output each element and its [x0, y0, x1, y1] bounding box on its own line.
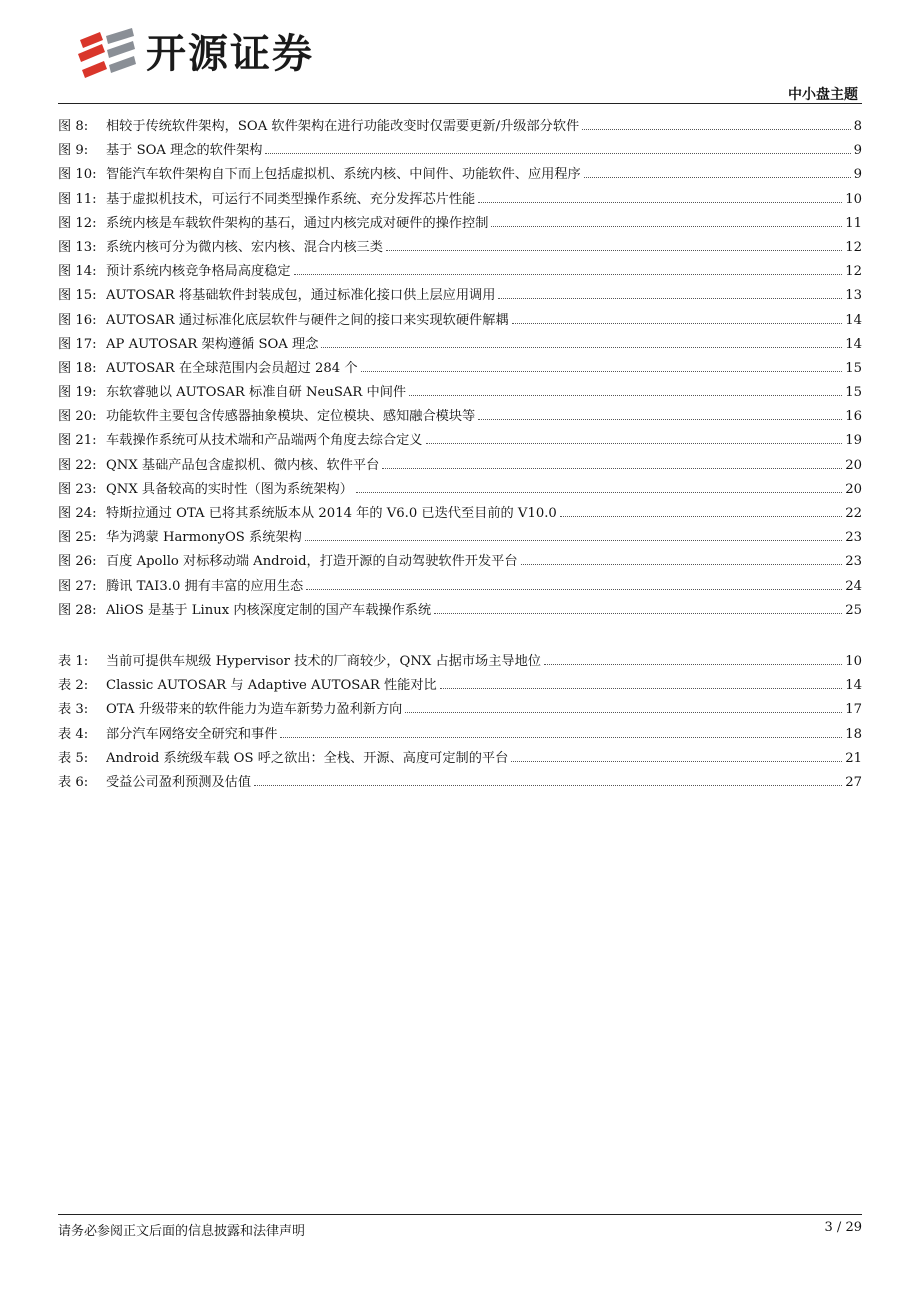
toc-figure-entry[interactable]	[58, 236, 862, 260]
toc-table-entry[interactable]	[58, 650, 862, 674]
toc-entry-title: QNX 基础产品包含虚拟机、微内核、软件平台	[106, 457, 380, 473]
toc-entry-number: 表 2:	[58, 678, 89, 694]
toc-entry-title: QNX 具备较高的实时性（图为系统架构）	[106, 481, 353, 497]
page-number: 3 / 29	[824, 1220, 862, 1235]
toc-entry-title: Classic AUTOSAR 与 Adaptive AUTOSAR 性能对比	[106, 678, 437, 694]
toc-figure-entry[interactable]	[58, 575, 862, 599]
toc-leader-dots	[478, 419, 842, 420]
toc-entry-page: 20	[845, 457, 862, 473]
toc-figure-entry[interactable]	[58, 405, 862, 429]
toc-figure-entry[interactable]	[58, 212, 862, 236]
toc-entry-title: 受益公司盈利预测及估值	[106, 774, 252, 790]
toc-entry-page: 12	[845, 239, 862, 255]
header-rule	[58, 103, 862, 104]
toc-entry-number: 图 10:	[58, 167, 97, 183]
toc-entry-page: 19	[845, 433, 862, 449]
toc-table-entry[interactable]	[58, 723, 862, 747]
toc-entry-number: 图 13:	[58, 239, 97, 255]
toc-entry-number: 图 26:	[58, 554, 97, 570]
toc-entry-title: 车载操作系统可从技术端和产品端两个角度去综合定义	[106, 433, 423, 449]
tables-toc	[58, 650, 862, 795]
toc-leader-dots	[382, 468, 842, 469]
toc-leader-dots	[512, 323, 843, 324]
toc-entry-page: 17	[845, 702, 862, 718]
toc-leader-dots	[511, 761, 842, 762]
toc-figure-entry[interactable]	[58, 309, 862, 333]
toc-leader-dots	[560, 516, 842, 517]
toc-entry-page: 14	[845, 678, 862, 694]
toc-figure-entry[interactable]	[58, 381, 862, 405]
toc-entry-page: 23	[845, 530, 862, 546]
toc-entry-number: 图 19:	[58, 385, 97, 401]
toc-entry-number: 表 6:	[58, 774, 89, 790]
toc-entry-page: 15	[845, 360, 862, 376]
toc-leader-dots	[584, 177, 851, 178]
page-header	[0, 0, 920, 108]
toc-entry-title: 基于 SOA 理念的软件架构	[106, 143, 263, 159]
toc-entry-page: 9	[853, 143, 862, 159]
toc-entry-number: 图 18:	[58, 360, 97, 376]
kaiyuan-logo-icon	[76, 28, 136, 82]
toc-entry-page: 8	[853, 119, 862, 134]
toc-entry-title: 部分汽车网络安全研究和事件	[106, 726, 278, 742]
toc-entry-number: 图 9:	[58, 143, 89, 159]
toc-figure-entry[interactable]	[58, 188, 862, 212]
toc-entry-number: 图 11:	[58, 191, 97, 207]
figures-toc	[58, 115, 862, 623]
toc-entry-title: 系统内核是车载软件架构的基石，通过内核完成对硬件的操作控制	[106, 215, 489, 231]
toc-entry-title: 东软睿驰以 AUTOSAR 标准自研 NeuSAR 中间件	[106, 385, 407, 401]
toc-leader-dots	[356, 492, 842, 493]
toc-entry-number: 图 22:	[58, 457, 97, 473]
toc-entry-page: 16	[845, 409, 862, 425]
toc-figure-entry[interactable]	[58, 478, 862, 502]
toc-figure-entry[interactable]	[58, 284, 862, 308]
toc-entry-page: 12	[845, 264, 862, 280]
toc-entry-number: 图 15:	[58, 288, 97, 304]
toc-leader-dots	[409, 395, 842, 396]
toc-entry-number: 图 25:	[58, 530, 97, 546]
toc-entry-title: AliOS 是基于 Linux 内核深度定制的国产车载操作系统	[106, 602, 432, 618]
toc-entry-title: 智能汽车软件架构自下而上包括虚拟机、系统内核、中间件、功能软件、应用程序	[106, 167, 581, 183]
toc-entry-page: 20	[845, 481, 862, 497]
toc-entry-number: 图 24:	[58, 506, 97, 521]
toc-leader-dots	[386, 250, 842, 251]
toc-entry-number: 图 16:	[58, 312, 97, 328]
toc-entry-title: 华为鸿蒙 HarmonyOS 系统架构	[106, 530, 302, 546]
toc-entry-page: 11	[845, 215, 862, 231]
toc-table-entry[interactable]	[58, 747, 862, 771]
toc-entry-title: 腾讯 TAI3.0 拥有丰富的应用生态	[106, 578, 304, 594]
toc-leader-dots	[478, 202, 842, 203]
toc-figure-entry[interactable]	[58, 163, 862, 187]
toc-entry-title: 相较于传统软件架构，SOA 软件架构在进行功能改变时仅需要更新/升级部分软件	[106, 119, 580, 134]
toc-table-entry[interactable]	[58, 674, 862, 698]
toc-entry-title: 功能软件主要包含传感器抽象模块、定位模块、感知融合模块等	[106, 409, 476, 425]
toc-leader-dots	[265, 153, 850, 154]
toc-entry-title: 特斯拉通过 OTA 已将其系统版本从 2014 年的 V6.0 已迭代至目前的 V10.0	[106, 506, 557, 521]
toc-figure-entry[interactable]	[58, 357, 862, 381]
toc-entry-number: 表 4:	[58, 726, 89, 742]
toc-figure-entry[interactable]	[58, 115, 862, 139]
toc-entry-page: 21	[845, 750, 862, 766]
toc-entry-page: 25	[845, 602, 862, 618]
toc-entry-title: AUTOSAR 将基础软件封装成包，通过标准化接口供上层应用调用	[106, 288, 496, 304]
toc-entry-number: 图 28:	[58, 602, 97, 618]
toc-leader-dots	[521, 564, 843, 565]
toc-leader-dots	[544, 664, 842, 665]
toc-entry-page: 10	[845, 191, 862, 207]
toc-entry-page: 13	[845, 288, 862, 304]
toc-entry-number: 表 3:	[58, 702, 89, 718]
toc-figure-entry[interactable]	[58, 502, 862, 526]
toc-entry-number: 图 23:	[58, 481, 97, 497]
toc-figure-entry[interactable]	[58, 550, 862, 574]
toc-entry-number: 图 12:	[58, 215, 97, 231]
toc-leader-dots	[280, 737, 842, 738]
toc-leader-dots	[361, 371, 843, 372]
toc-entry-page: 14	[845, 312, 862, 328]
toc-entry-title: AUTOSAR 通过标准化底层软件与硬件之间的接口来实现软硬件解耦	[106, 312, 509, 328]
toc-figure-entry[interactable]	[58, 139, 862, 163]
legal-disclaimer: 请务必参阅正文后面的信息披露和法律声明	[58, 1224, 306, 1239]
toc-leader-dots	[426, 443, 843, 444]
toc-figure-entry[interactable]	[58, 333, 862, 357]
toc-leader-dots	[305, 540, 842, 541]
toc-entry-title: 基于虚拟机技术，可运行不同类型操作系统、充分发挥芯片性能	[106, 191, 476, 207]
toc-leader-dots	[582, 129, 850, 130]
toc-entry-title: AP AUTOSAR 架构遵循 SOA 理念	[106, 336, 319, 352]
toc-entry-page: 15	[845, 385, 862, 401]
toc-entry-number: 图 8:	[58, 119, 89, 134]
toc-figure-entry[interactable]	[58, 599, 862, 623]
toc-entry-number: 图 14:	[58, 264, 97, 280]
toc-leader-dots	[254, 785, 842, 786]
toc-leader-dots	[321, 347, 842, 348]
toc-table-entry[interactable]	[58, 771, 862, 795]
toc-figure-entry[interactable]	[58, 429, 862, 453]
toc-figure-entry[interactable]	[58, 454, 862, 478]
toc-leader-dots	[440, 688, 843, 689]
page-footer	[0, 1210, 920, 1250]
footer-rule	[58, 1214, 862, 1215]
section-label: 中小盘主题	[788, 87, 858, 103]
toc-entry-title: 预计系统内核竞争格局高度稳定	[106, 264, 291, 280]
toc-leader-dots	[498, 298, 842, 299]
toc-figure-entry[interactable]	[58, 260, 862, 284]
toc-entry-page: 18	[845, 726, 862, 742]
toc-entry-title: AUTOSAR 在全球范围内会员超过 284 个	[106, 360, 358, 376]
toc-entry-page: 10	[845, 654, 862, 669]
toc-entry-number: 表 5:	[58, 750, 89, 766]
toc-leader-dots	[405, 712, 842, 713]
toc-entry-page: 9	[853, 167, 862, 183]
toc-figure-entry[interactable]	[58, 526, 862, 550]
toc-leader-dots	[491, 226, 842, 227]
toc-entry-number: 表 1:	[58, 654, 89, 669]
toc-entry-page: 23	[845, 554, 862, 570]
toc-entry-title: 百度 Apollo 对标移动端 Android，打造开源的自动驾驶软件开发平台	[106, 554, 518, 570]
toc-entry-title: 当前可提供车规级 Hypervisor 技术的厂商较少，QNX 占据市场主导地位	[106, 654, 541, 669]
toc-entry-title: Android 系统级车载 OS 呼之欲出：全栈、开源、高度可定制的平台	[106, 750, 509, 766]
toc-entry-title: 系统内核可分为微内核、宏内核、混合内核三类	[106, 239, 383, 255]
toc-entry-page: 14	[845, 336, 862, 352]
toc-entry-page: 24	[845, 578, 862, 594]
toc-entry-number: 图 27:	[58, 578, 97, 594]
toc-leader-dots	[306, 589, 842, 590]
toc-entry-page: 27	[845, 774, 862, 790]
toc-entry-number: 图 20:	[58, 409, 97, 425]
toc-entry-page: 22	[845, 506, 862, 521]
brand-name: 开源证券	[146, 31, 314, 77]
toc-leader-dots	[294, 274, 843, 275]
toc-entry-number: 图 17:	[58, 336, 97, 352]
toc-leader-dots	[434, 613, 842, 614]
toc-table-entry[interactable]	[58, 698, 862, 722]
toc-entry-number: 图 21:	[58, 433, 97, 449]
toc-entry-title: OTA 升级带来的软件能力为造车新势力盈利新方向	[106, 702, 403, 718]
